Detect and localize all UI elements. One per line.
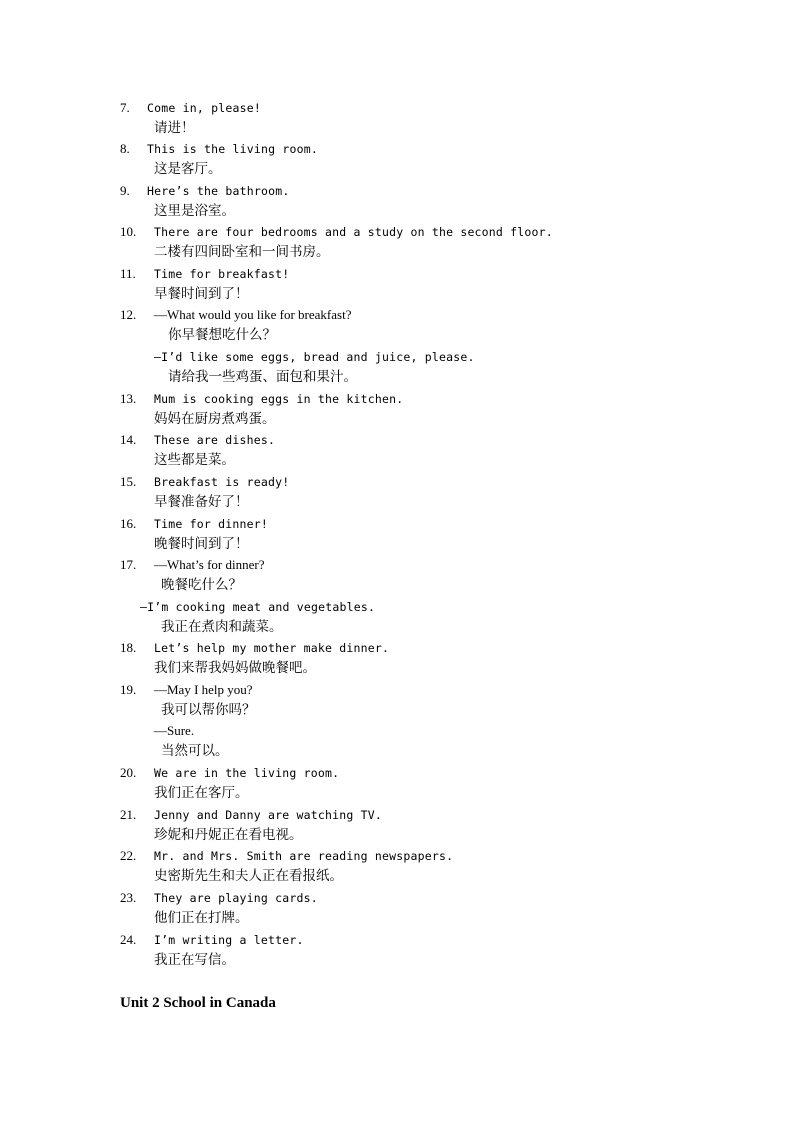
english-sentence: These are dishes. [154,433,276,447]
chinese-translation: 我们正在客厅。 [154,785,249,801]
chinese-translation: 珍妮和丹妮正在看电视。 [154,827,303,843]
entry-number: 21. [120,807,137,822]
chinese-translation: 妈妈在厨房煮鸡蛋。 [154,411,276,427]
chinese-translation: 这些都是菜。 [154,452,235,468]
entry-number: 22. [120,848,137,863]
dialogue-answer: —I’m cooking meat and vegetables. [140,600,376,614]
english-sentence: Let’s help my mother make dinner. [154,641,390,655]
english-sentence: Here’s the bathroom. [147,184,290,198]
english-sentence: There are four bedrooms and a study on the second floor. [154,225,553,239]
chinese-translation: 你早餐想吃什么？ [168,327,276,343]
dialogue-answer: —I’d like some eggs, bread and juice, please. [154,350,475,364]
entry-number: 8. [120,141,130,156]
english-sentence: This is the living room. [147,142,318,156]
entry-number: 14. [120,432,137,447]
unit-heading: Unit 2 School in Canada [120,995,276,1011]
chinese-translation: 他们正在打牌。 [154,910,249,926]
english-sentence: We are in the living room. [154,766,340,780]
entry-number: 19. [120,682,137,697]
chinese-translation: 我可以帮你吗？ [161,702,256,718]
entry-number: 7. [120,100,130,115]
entry-number: 24. [120,932,137,947]
english-sentence: Come in, please! [147,101,261,115]
chinese-translation: 我们来帮我妈妈做晚餐吧。 [154,660,316,676]
chinese-translation: 早餐准备好了！ [154,494,249,510]
entry-number: 13. [120,391,137,406]
english-sentence: Breakfast is ready! [154,475,290,489]
chinese-translation: 我正在煮肉和蔬菜。 [161,619,283,635]
english-sentence: Jenny and Danny are watching TV. [154,808,382,822]
entry-number: 11. [120,266,136,281]
chinese-translation: 我正在写信。 [154,952,235,968]
english-sentence: Time for dinner! [154,517,268,531]
english-sentence: Time for breakfast! [154,267,290,281]
entry-number: 20. [120,765,137,780]
chinese-translation: 这里是浴室。 [154,203,235,219]
dialogue-question: —May I help you? [154,682,253,697]
dialogue-question: —What’s for dinner? [154,557,265,572]
entry-number: 15. [120,474,137,489]
chinese-translation: 二楼有四间卧室和一间书房。 [154,244,330,260]
entry-number: 10. [120,224,137,239]
english-sentence: Mum is cooking eggs in the kitchen. [154,392,404,406]
chinese-translation: 晚餐吃什么？ [161,577,242,593]
chinese-translation: 这是客厅。 [154,161,222,177]
chinese-translation: 早餐时间到了！ [154,286,249,302]
dialogue-answer: —Sure. [154,723,195,738]
entry-number: 16. [120,516,137,531]
dialogue-question: —What would you like for breakfast? [154,307,352,322]
entry-number: 23. [120,890,137,905]
chinese-translation: 史密斯先生和夫人正在看报纸。 [154,868,343,884]
entry-number: 17. [120,557,137,572]
chinese-translation: 请给我一些鸡蛋、面包和果汁。 [168,369,357,385]
english-sentence: They are playing cards. [154,891,318,905]
chinese-translation: 请进！ [154,120,195,136]
entry-number: 9. [120,183,130,198]
chinese-translation: 晚餐时间到了！ [154,536,249,552]
english-sentence: Mr. and Mrs. Smith are reading newspapers. [154,849,454,863]
entry-number: 12. [120,307,137,322]
entry-number: 18. [120,640,137,655]
chinese-translation: 当然可以。 [161,743,229,759]
english-sentence: I’m writing a letter. [154,933,304,947]
